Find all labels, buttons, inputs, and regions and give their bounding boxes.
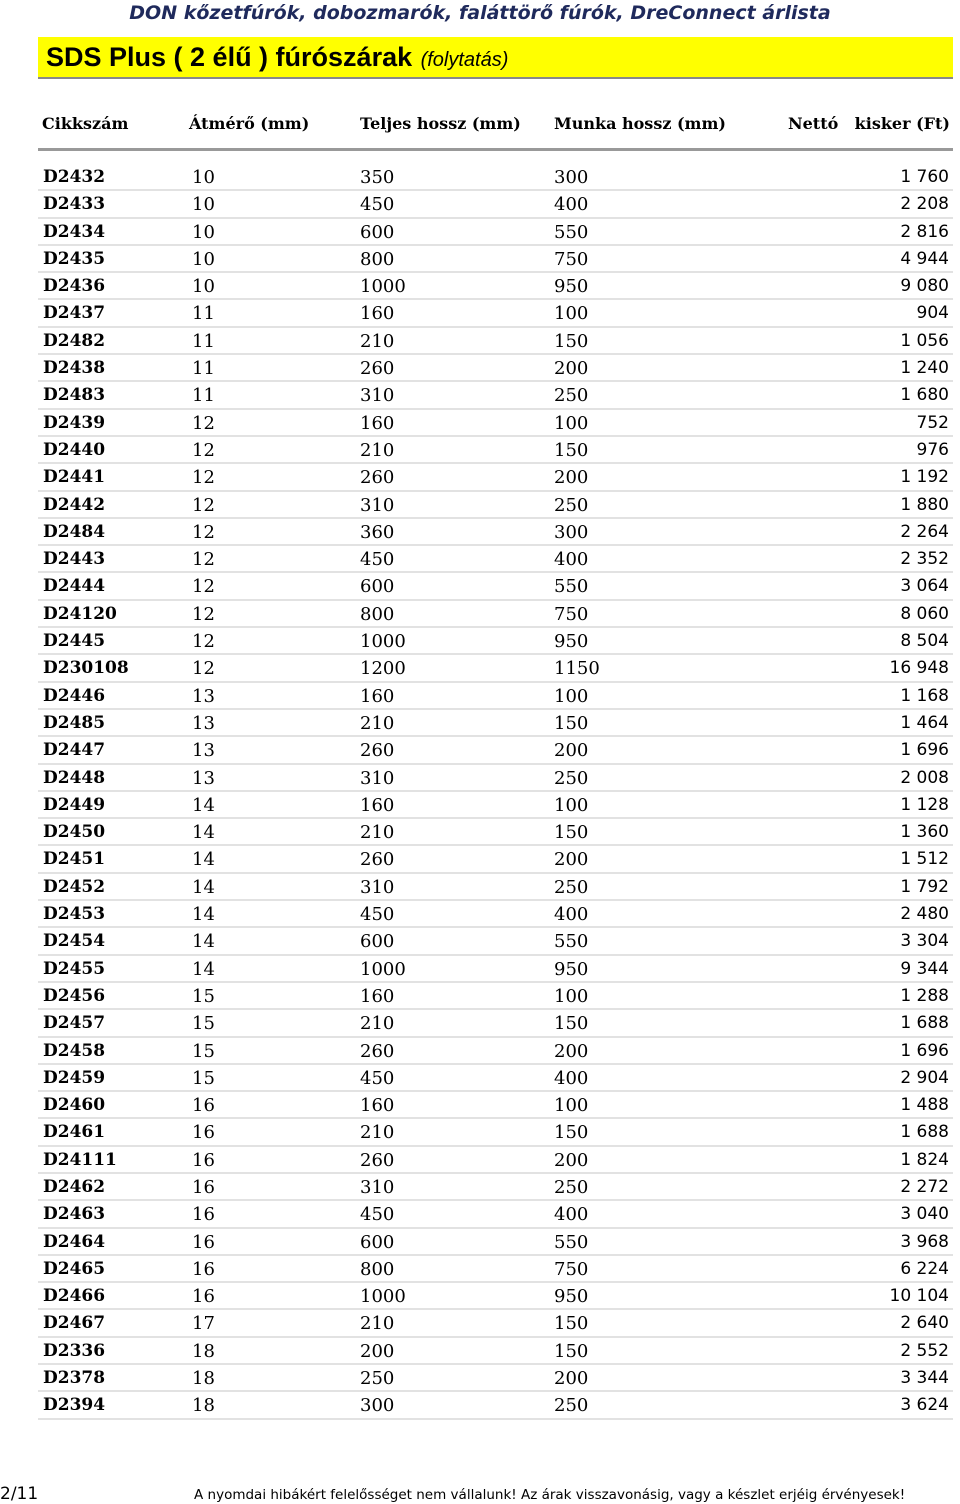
table-row <box>38 601 953 628</box>
price-value: 1 288 <box>900 985 949 1006</box>
work-length-value: 950 <box>554 631 589 653</box>
total-length-value: 200 <box>360 1340 395 1362</box>
work-length-value: 150 <box>554 1013 589 1035</box>
total-length-value: 210 <box>360 712 395 734</box>
product-code: D2378 <box>43 1368 106 1389</box>
table-row <box>38 1065 953 1092</box>
work-length-value: 300 <box>554 521 589 543</box>
table-row <box>38 1229 953 1256</box>
product-code: D2452 <box>43 876 106 897</box>
work-length-value: 150 <box>554 822 589 844</box>
total-length-value: 450 <box>360 194 395 216</box>
table-header <box>38 100 953 151</box>
price-value: 16 948 <box>889 658 949 679</box>
table-row <box>38 628 953 655</box>
price-value: 1 488 <box>900 1095 949 1116</box>
price-value: 1 360 <box>900 822 949 843</box>
column-header-price: kisker (Ft) <box>854 114 950 133</box>
diameter-value: 18 <box>192 1368 215 1390</box>
price-value: 1 792 <box>900 876 949 897</box>
section-banner <box>38 37 953 79</box>
product-code: D2441 <box>43 467 106 488</box>
diameter-value: 13 <box>192 685 215 707</box>
price-value: 1 696 <box>900 740 949 761</box>
work-length-value: 150 <box>554 330 589 352</box>
column-header-diameter: Átmérő (mm) <box>189 114 310 133</box>
section-subtitle: (folytatás) <box>420 49 509 71</box>
work-length-value: 100 <box>554 1095 589 1117</box>
work-length-value: 1150 <box>554 658 600 680</box>
table-row <box>38 546 953 573</box>
work-length-value: 150 <box>554 1313 589 1335</box>
total-length-value: 160 <box>360 303 395 325</box>
diameter-value: 12 <box>192 549 215 571</box>
diameter-value: 13 <box>192 767 215 789</box>
product-code: D2433 <box>43 194 106 215</box>
total-length-value: 800 <box>360 603 395 625</box>
total-length-value: 1000 <box>360 958 406 980</box>
work-length-value: 250 <box>554 876 589 898</box>
table-row <box>38 1256 953 1283</box>
work-length-value: 750 <box>554 248 589 270</box>
diameter-value: 14 <box>192 904 215 926</box>
table-row <box>38 956 953 983</box>
total-length-value: 450 <box>360 904 395 926</box>
product-code: D2464 <box>43 1231 106 1252</box>
product-code: D2455 <box>43 958 106 979</box>
table-row <box>38 410 953 437</box>
price-value: 3 344 <box>900 1368 949 1389</box>
total-length-value: 310 <box>360 494 395 516</box>
diameter-value: 12 <box>192 439 215 461</box>
work-length-value: 950 <box>554 276 589 298</box>
price-value: 2 640 <box>900 1313 949 1334</box>
work-length-value: 100 <box>554 685 589 707</box>
diameter-value: 15 <box>192 1067 215 1089</box>
table-row <box>38 983 953 1010</box>
total-length-value: 260 <box>360 1149 395 1171</box>
product-code: D2448 <box>43 767 106 788</box>
price-value: 1 760 <box>900 167 949 187</box>
price-value: 2 816 <box>900 221 949 242</box>
total-length-value: 260 <box>360 740 395 762</box>
price-value: 1 192 <box>900 467 949 488</box>
total-length-value: 260 <box>360 1040 395 1062</box>
price-value: 1 056 <box>900 330 949 351</box>
diameter-value: 14 <box>192 931 215 953</box>
product-code: D2434 <box>43 221 106 242</box>
table-row <box>38 300 953 327</box>
table-row <box>38 164 953 191</box>
column-header-net: Nettó <box>788 114 839 133</box>
diameter-value: 15 <box>192 1040 215 1062</box>
price-value: 2 480 <box>900 904 949 925</box>
work-length-value: 200 <box>554 358 589 380</box>
diameter-value: 12 <box>192 658 215 680</box>
total-length-value: 600 <box>360 576 395 598</box>
total-length-value: 350 <box>360 167 395 188</box>
price-value: 3 968 <box>900 1231 949 1252</box>
work-length-value: 400 <box>554 194 589 216</box>
total-length-value: 310 <box>360 767 395 789</box>
total-length-value: 450 <box>360 549 395 571</box>
diameter-value: 18 <box>192 1340 215 1362</box>
work-length-value: 550 <box>554 1231 589 1253</box>
table-row <box>38 328 953 355</box>
work-length-value: 950 <box>554 958 589 980</box>
total-length-value: 260 <box>360 849 395 871</box>
table-row <box>38 846 953 873</box>
total-length-value: 800 <box>360 248 395 270</box>
price-value: 10 104 <box>889 1286 949 1307</box>
table-row <box>38 1174 953 1201</box>
document-title: DON kőzetfúrók, dobozmarók, faláttörő fúrók, DreConnect árlista <box>129 2 831 24</box>
total-length-value: 210 <box>360 330 395 352</box>
product-code: D2445 <box>43 631 106 652</box>
price-value: 976 <box>916 439 949 460</box>
product-code: D2484 <box>43 521 106 542</box>
total-length-value: 360 <box>360 521 395 543</box>
table-row <box>38 1310 953 1337</box>
diameter-value: 12 <box>192 494 215 516</box>
price-value: 3 064 <box>900 576 949 597</box>
diameter-value: 16 <box>192 1286 215 1308</box>
table-row <box>38 1092 953 1119</box>
diameter-value: 13 <box>192 740 215 762</box>
product-code: D2447 <box>43 740 106 761</box>
diameter-value: 11 <box>192 385 215 407</box>
diameter-value: 16 <box>192 1258 215 1280</box>
column-header-work-length: Munka hossz (mm) <box>554 114 726 133</box>
table-row <box>38 655 953 682</box>
total-length-value: 260 <box>360 358 395 380</box>
total-length-value: 310 <box>360 1176 395 1198</box>
product-code: D2463 <box>43 1204 106 1225</box>
price-value: 752 <box>916 412 949 433</box>
work-length-value: 550 <box>554 576 589 598</box>
product-code: D2466 <box>43 1286 106 1307</box>
diameter-value: 12 <box>192 576 215 598</box>
total-length-value: 800 <box>360 1258 395 1280</box>
table-row <box>38 765 953 792</box>
table-row <box>38 928 953 955</box>
diameter-value: 12 <box>192 467 215 489</box>
work-length-value: 550 <box>554 931 589 953</box>
total-length-value: 1000 <box>360 276 406 298</box>
column-header-length: Teljes hossz (mm) <box>360 114 521 133</box>
price-value: 1 880 <box>900 494 949 515</box>
total-length-value: 600 <box>360 931 395 953</box>
total-length-value: 160 <box>360 794 395 816</box>
total-length-value: 300 <box>360 1395 395 1417</box>
product-code: D2443 <box>43 549 106 570</box>
total-length-value: 160 <box>360 412 395 434</box>
table-row <box>38 1201 953 1228</box>
price-value: 1 168 <box>900 685 949 706</box>
price-value: 3 624 <box>900 1395 949 1416</box>
total-length-value: 210 <box>360 1122 395 1144</box>
table-row <box>38 573 953 600</box>
table-row <box>38 273 953 300</box>
total-length-value: 160 <box>360 1095 395 1117</box>
price-value: 4 944 <box>900 248 949 269</box>
price-value: 1 464 <box>900 712 949 733</box>
table-row <box>38 519 953 546</box>
product-code: D2438 <box>43 358 106 379</box>
product-code: D2444 <box>43 576 106 597</box>
work-length-value: 750 <box>554 603 589 625</box>
product-code: D2436 <box>43 276 106 297</box>
product-code: D2449 <box>43 794 106 815</box>
work-length-value: 200 <box>554 1149 589 1171</box>
page-number: 2/11 <box>0 1484 39 1504</box>
diameter-value: 14 <box>192 849 215 871</box>
product-code: D2432 <box>43 167 106 187</box>
price-value: 3 304 <box>900 931 949 952</box>
diameter-value: 10 <box>192 194 215 216</box>
product-code: D2451 <box>43 849 106 870</box>
work-length-value: 150 <box>554 712 589 734</box>
work-length-value: 250 <box>554 494 589 516</box>
diameter-value: 10 <box>192 248 215 270</box>
product-code: D2483 <box>43 385 106 406</box>
product-code: D24120 <box>43 603 117 624</box>
work-length-value: 100 <box>554 303 589 325</box>
diameter-value: 14 <box>192 958 215 980</box>
price-value: 2 264 <box>900 521 949 542</box>
work-length-value: 300 <box>554 167 589 188</box>
total-length-value: 160 <box>360 985 395 1007</box>
table-row <box>38 355 953 382</box>
table-row <box>38 683 953 710</box>
price-value: 2 552 <box>900 1340 949 1361</box>
column-header-code: Cikkszám <box>42 114 129 133</box>
diameter-value: 15 <box>192 985 215 1007</box>
price-value: 1 128 <box>900 794 949 815</box>
table-row <box>38 1338 953 1365</box>
price-value: 2 352 <box>900 549 949 570</box>
product-code: D2465 <box>43 1258 106 1279</box>
product-code: D2485 <box>43 712 106 733</box>
table-row <box>38 1365 953 1392</box>
product-code: D2462 <box>43 1176 106 1197</box>
total-length-value: 210 <box>360 822 395 844</box>
total-length-value: 600 <box>360 221 395 243</box>
product-code: D2467 <box>43 1313 106 1334</box>
price-value: 2 272 <box>900 1176 949 1197</box>
total-length-value: 210 <box>360 439 395 461</box>
product-code: D2458 <box>43 1040 106 1061</box>
price-value: 2 008 <box>900 767 949 788</box>
price-value: 2 904 <box>900 1067 949 1088</box>
table-row <box>38 437 953 464</box>
work-length-value: 200 <box>554 740 589 762</box>
diameter-value: 14 <box>192 876 215 898</box>
diameter-value: 18 <box>192 1395 215 1417</box>
table-row <box>38 819 953 846</box>
total-length-value: 210 <box>360 1313 395 1335</box>
diameter-value: 11 <box>192 330 215 352</box>
table-row <box>38 191 953 218</box>
table-row <box>38 1119 953 1146</box>
work-length-value: 200 <box>554 467 589 489</box>
product-code: D2446 <box>43 685 106 706</box>
diameter-value: 12 <box>192 412 215 434</box>
price-value: 1 240 <box>900 358 949 379</box>
total-length-value: 310 <box>360 385 395 407</box>
price-value: 6 224 <box>900 1258 949 1279</box>
work-length-value: 200 <box>554 849 589 871</box>
work-length-value: 100 <box>554 412 589 434</box>
table-row <box>38 219 953 246</box>
total-length-value: 210 <box>360 1013 395 1035</box>
price-value: 9 344 <box>900 958 949 979</box>
work-length-value: 200 <box>554 1368 589 1390</box>
table-row <box>38 1283 953 1310</box>
total-length-value: 310 <box>360 876 395 898</box>
work-length-value: 250 <box>554 767 589 789</box>
product-code: D2454 <box>43 931 106 952</box>
price-value: 2 208 <box>900 194 949 215</box>
section-title: SDS Plus ( 2 élű ) fúrószárak <box>46 42 413 72</box>
diameter-value: 10 <box>192 167 215 188</box>
price-value: 9 080 <box>900 276 949 297</box>
work-length-value: 550 <box>554 221 589 243</box>
diameter-value: 16 <box>192 1122 215 1144</box>
diameter-value: 11 <box>192 303 215 325</box>
price-value: 1 512 <box>900 849 949 870</box>
price-value: 1 688 <box>900 1013 949 1034</box>
work-length-value: 150 <box>554 1122 589 1144</box>
price-value: 8 060 <box>900 603 949 624</box>
work-length-value: 750 <box>554 1258 589 1280</box>
diameter-value: 16 <box>192 1231 215 1253</box>
diameter-value: 11 <box>192 358 215 380</box>
diameter-value: 10 <box>192 221 215 243</box>
product-code: D2461 <box>43 1122 106 1143</box>
price-value: 1 696 <box>900 1040 949 1061</box>
diameter-value: 12 <box>192 631 215 653</box>
total-length-value: 160 <box>360 685 395 707</box>
work-length-value: 250 <box>554 385 589 407</box>
work-length-value: 250 <box>554 1176 589 1198</box>
diameter-value: 16 <box>192 1095 215 1117</box>
table-row <box>38 464 953 491</box>
diameter-value: 12 <box>192 521 215 543</box>
table-row <box>38 710 953 737</box>
table-row <box>38 1392 953 1419</box>
price-value: 1 688 <box>900 1122 949 1143</box>
total-length-value: 600 <box>360 1231 395 1253</box>
table-row <box>38 1147 953 1174</box>
total-length-value: 450 <box>360 1204 395 1226</box>
product-code: D2435 <box>43 248 106 269</box>
diameter-value: 16 <box>192 1149 215 1171</box>
total-length-value: 1200 <box>360 658 406 680</box>
product-code: D2456 <box>43 985 106 1006</box>
product-code: D2437 <box>43 303 106 324</box>
table-row <box>38 1010 953 1037</box>
product-code: D24111 <box>43 1149 117 1170</box>
table-row <box>38 246 953 273</box>
diameter-value: 16 <box>192 1204 215 1226</box>
work-length-value: 100 <box>554 794 589 816</box>
diameter-value: 14 <box>192 794 215 816</box>
table-row <box>38 874 953 901</box>
price-value: 904 <box>916 303 949 324</box>
work-length-value: 400 <box>554 1204 589 1226</box>
product-code: D230108 <box>43 658 129 679</box>
work-length-value: 950 <box>554 1286 589 1308</box>
table-row <box>38 901 953 928</box>
diameter-value: 12 <box>192 603 215 625</box>
diameter-value: 17 <box>192 1313 215 1335</box>
work-length-value: 400 <box>554 549 589 571</box>
total-length-value: 450 <box>360 1067 395 1089</box>
table-row <box>38 382 953 409</box>
diameter-value: 13 <box>192 712 215 734</box>
product-code: D2394 <box>43 1395 106 1416</box>
table-row <box>38 792 953 819</box>
total-length-value: 250 <box>360 1368 395 1390</box>
table-row <box>38 492 953 519</box>
product-code: D2442 <box>43 494 106 515</box>
work-length-value: 250 <box>554 1395 589 1417</box>
price-value: 3 040 <box>900 1204 949 1225</box>
table-row <box>38 1038 953 1065</box>
product-code: D2450 <box>43 822 106 843</box>
price-table <box>38 164 953 1420</box>
work-length-value: 200 <box>554 1040 589 1062</box>
product-code: D2440 <box>43 439 106 460</box>
total-length-value: 1000 <box>360 1286 406 1308</box>
product-code: D2459 <box>43 1067 106 1088</box>
diameter-value: 14 <box>192 822 215 844</box>
work-length-value: 150 <box>554 1340 589 1362</box>
disclaimer-note: A nyomdai hibákért felelősséget nem vállalunk! Az árak visszavonásig, vagy a készlet erjéig érvényesek! <box>194 1487 906 1503</box>
product-code: D2457 <box>43 1013 106 1034</box>
diameter-value: 15 <box>192 1013 215 1035</box>
total-length-value: 260 <box>360 467 395 489</box>
work-length-value: 400 <box>554 904 589 926</box>
product-code: D2439 <box>43 412 106 433</box>
price-value: 8 504 <box>900 631 949 652</box>
diameter-value: 10 <box>192 276 215 298</box>
product-code: D2453 <box>43 904 106 925</box>
product-code: D2336 <box>43 1340 106 1361</box>
work-length-value: 150 <box>554 439 589 461</box>
work-length-value: 100 <box>554 985 589 1007</box>
price-value: 1 680 <box>900 385 949 406</box>
table-row <box>38 737 953 764</box>
diameter-value: 16 <box>192 1176 215 1198</box>
price-value: 1 824 <box>900 1149 949 1170</box>
product-code: D2482 <box>43 330 106 351</box>
work-length-value: 400 <box>554 1067 589 1089</box>
total-length-value: 1000 <box>360 631 406 653</box>
product-code: D2460 <box>43 1095 106 1116</box>
